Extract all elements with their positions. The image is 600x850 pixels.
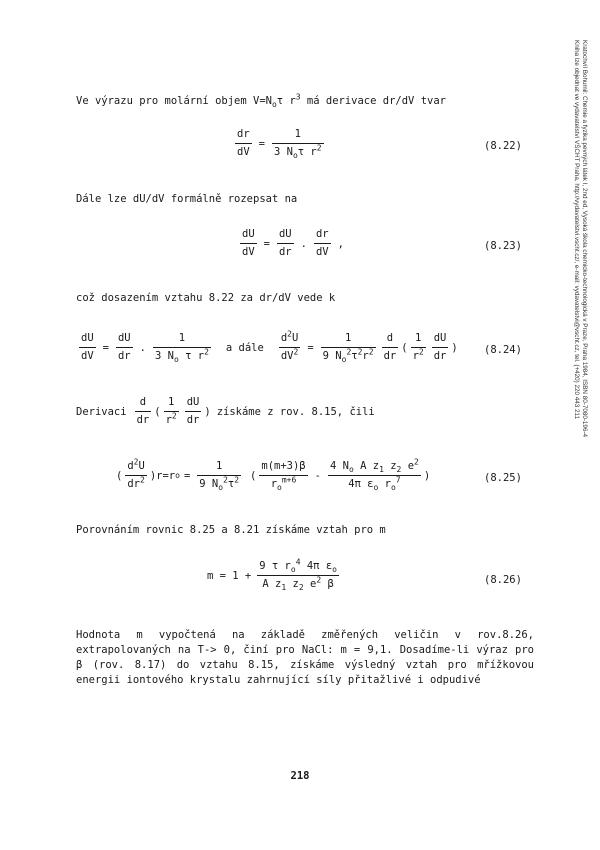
equation-number-8-24: (8.24) xyxy=(484,344,522,356)
paragraph-5: Porovnáním rovnic 8.25 a 8.21 získáme vztah pro m xyxy=(76,524,386,536)
equation-8-24: $\frac{dU}{dV}$ = $\frac{dU}{dr}$ . $\frac{1}{3 N_o \tau r^2}$ a dále $\frac{d^2U}{dV^2}$ = $\frac{1}{9 N_o^2\tau^2r^2}$ $\frac{d}{dr}$ ( $\frac{1}{r^2}$ $\frac{dU}{dr}$ ) xyxy=(81,329,458,365)
equation-8-25: ( $\frac{d^2U}{dr^2}$ ) r=r o = $\frac{1}{9 N_o^2\tau^2}$ ( $\frac{m(m+3)\beta}{r_o^{m+6}}$ - $\frac{4 N_o A z_1 z_2 e^2}{4\pi \varepsilon_o r_o^7}$ ) xyxy=(116,457,431,493)
paragraph-6: Hodnota m vypočtená na základě změřených veličin v rov.8.26, extrapolovaných na T-> 0, činí pro NaCl: m = 9,1. Dosadíme-li výraz pro β (rov. 8.17) do vztahu 8.15, získáme výsledný vztah pro mřížkovou energii iontového krystalu zahrnující síly přitažlivé i odpudivé xyxy=(76,629,534,686)
paragraph-1: Ve výrazu pro molární objem $V=N_o\tau$ $r^3$ má derivace dr/dV tvar xyxy=(76,92,446,110)
side-note-line-2: Kniha lze objednat ve vydavatelství VŠCHT Praha, http://vydavatelstvi.vscht.cz/, e-mail: vydavatelstvi@vscht.cz, tel. (+420) 220 443 211 xyxy=(573,40,580,420)
equation-number-8-26: (8.26) xyxy=(484,574,522,586)
equation-8-22: $\frac{dr}{dV}$ = $\frac{1}{3 N_o\tau r^2}$ xyxy=(237,128,322,161)
paragraph-3: což dosazením vztahu 8.22 za dr/dV vede k xyxy=(76,292,336,304)
page-number: 218 xyxy=(290,770,310,782)
equation-number-8-22: (8.22) xyxy=(484,140,522,152)
side-copyright-note xyxy=(572,40,588,437)
equation-number-8-25: (8.25) xyxy=(484,472,522,484)
equation-8-26: m = 1 + $\frac{9 \tau r_o^4 4\pi \varepsilon_o}{A z_1 z_2 e^2 \beta}$ xyxy=(207,557,337,593)
equation-number-8-23: (8.23) xyxy=(484,240,522,252)
paragraph-4: Derivaci $\frac{d}{dr}$ ( $\frac{1}{r^2}$ $\frac{dU}{dr}$ ) získáme z rov. 8.15, čili xyxy=(76,396,375,426)
equation-8-23: $\frac{dU}{dV}$ = $\frac{dU}{dr}$ . $\frac{dr}{dV}$ , xyxy=(242,228,344,258)
paragraph-2: Dále lze dU/dV formálně rozepsat na xyxy=(76,193,298,205)
side-note-line-1: Kratochvíl Bohumil: Chemie a fyzika pevných látek I, 2nd ed, Vysoká škola chemicko-technologická v Praze, Praha 1984, ISBN 80-7080-196-4 xyxy=(581,40,588,438)
